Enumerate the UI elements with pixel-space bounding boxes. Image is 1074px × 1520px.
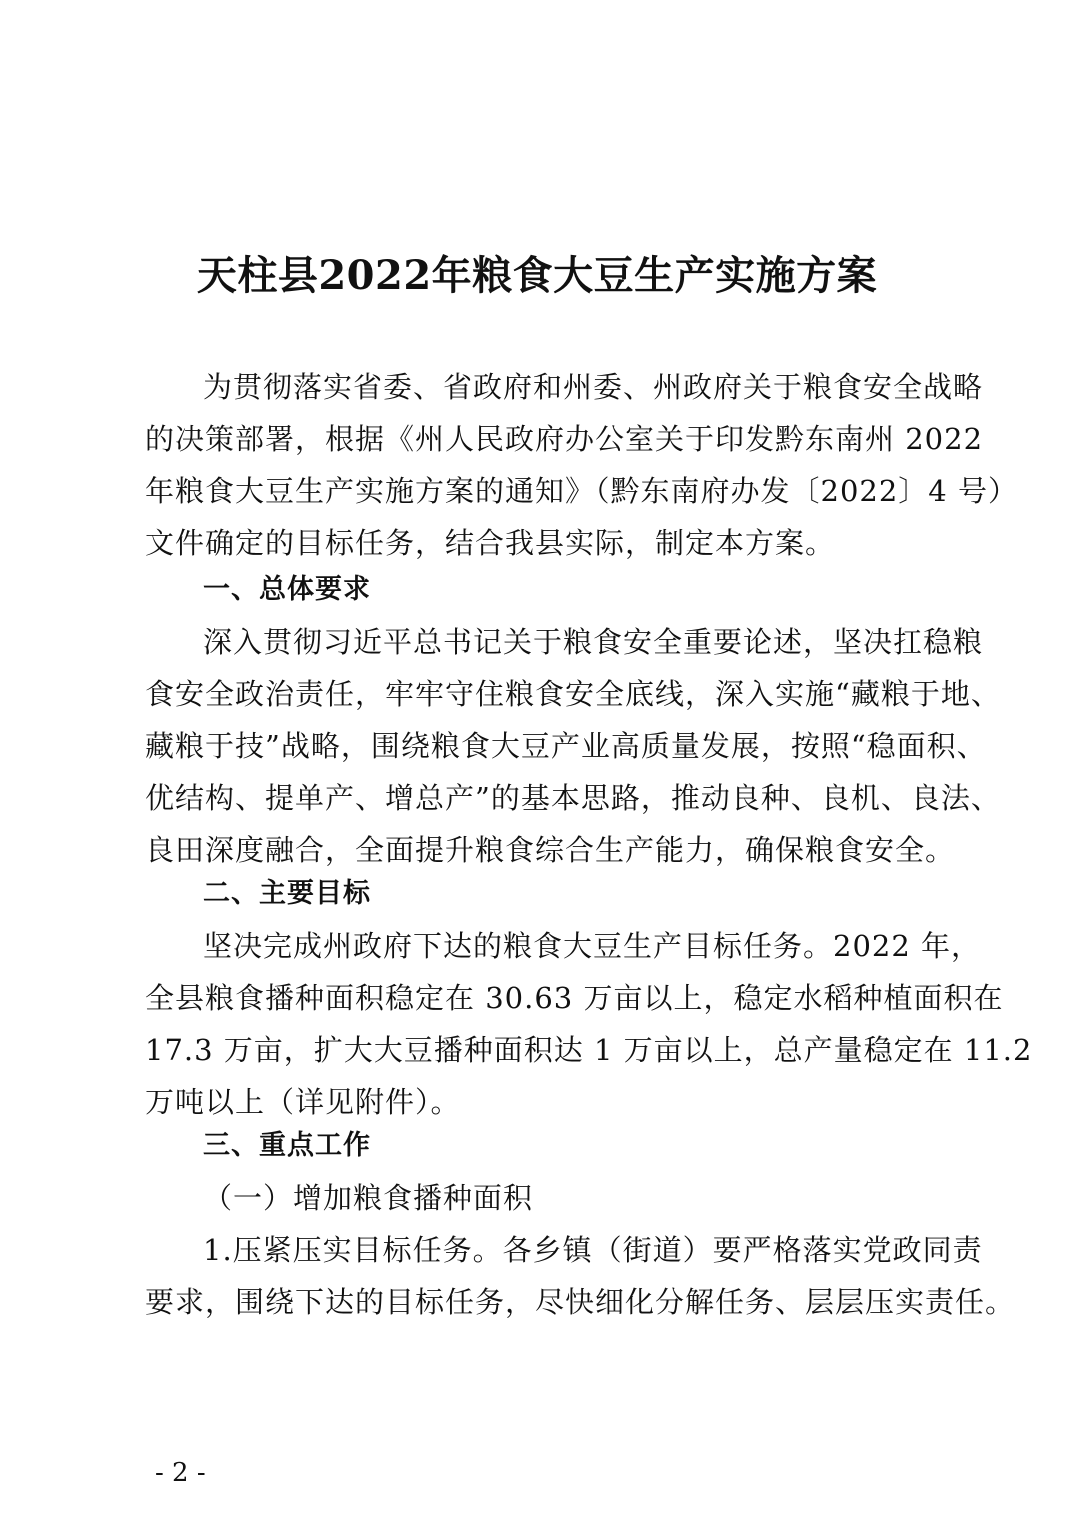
section3-line-2: 要求，围绕下达的目标任务，尽快细化分解任务、层层压实责任。 bbox=[145, 1285, 1016, 1319]
section1-line-3: 藏粮于技”战略，围绕粮食大豆产业高质量发展，按照“稳面积、 bbox=[145, 729, 987, 763]
page-number: - 2 - bbox=[155, 1458, 206, 1488]
document-title: 天柱县2022年粮食大豆生产实施方案 bbox=[196, 252, 878, 299]
section1-line-1: 深入贯彻习近平总书记关于粮食安全重要论述，坚决扛稳粮 bbox=[203, 625, 984, 659]
section-heading-main-goals: 二、主要目标 bbox=[203, 878, 371, 909]
section-heading-key-work: 三、重点工作 bbox=[203, 1130, 371, 1161]
subsection-heading-increase-area: （一）增加粮食播种面积 bbox=[203, 1181, 534, 1215]
section2-line-1: 坚决完成州政府下达的粮食大豆生产目标任务。2022 年， bbox=[203, 929, 982, 963]
section2-line-4: 万吨以上（详见附件）。 bbox=[145, 1085, 461, 1119]
section2-line-2: 全县粮食播种面积稳定在 30.63 万亩以上，稳定水稻种植面积在 bbox=[145, 981, 1004, 1015]
section2-line-3: 17.3 万亩，扩大大豆播种面积达 1 万亩以上，总产量稳定在 11.2 bbox=[145, 1033, 1033, 1067]
section-heading-general-requirements: 一、总体要求 bbox=[203, 574, 371, 605]
intro-line-4: 文件确定的目标任务，结合我县实际，制定本方案。 bbox=[145, 526, 836, 560]
section1-line-2: 食安全政治责任，牢牢守住粮食安全底线，深入实施“藏粮于地、 bbox=[145, 677, 1001, 711]
section1-line-5: 良田深度融合，全面提升粮食综合生产能力，确保粮食安全。 bbox=[145, 833, 956, 867]
intro-line-1: 为贯彻落实省委、省政府和州委、州政府关于粮食安全战略 bbox=[203, 370, 984, 404]
intro-line-2: 的决策部署，根据《州人民政府办公室关于印发黔东南州 2022 bbox=[145, 422, 984, 456]
section1-line-4: 优结构、提单产、增总产”的基本思路，推动良种、良机、良法、 bbox=[145, 781, 1001, 815]
intro-line-3: 年粮食大豆生产实施方案的通知》（黔东南府办发〔2022〕4 号） bbox=[145, 474, 1018, 508]
section3-line-1: 1.压紧压实目标任务。各乡镇（街道）要严格落实党政同责 bbox=[203, 1233, 983, 1267]
